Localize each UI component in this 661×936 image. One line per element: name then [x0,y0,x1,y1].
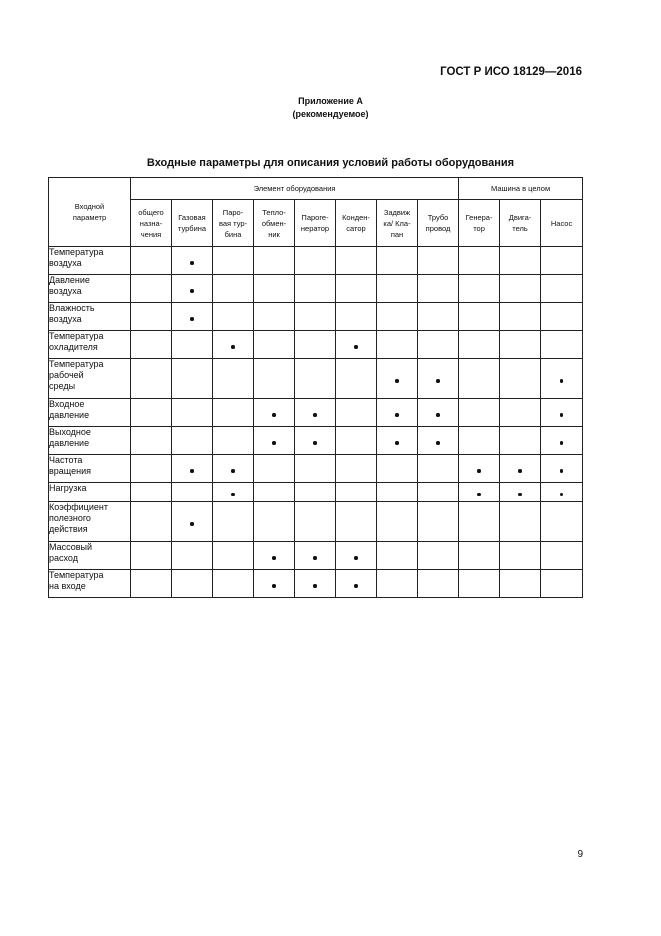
table-cell [172,359,213,399]
table-cell [213,331,254,359]
column-header-line: провод [425,224,451,233]
table-row [49,483,583,502]
table-cell [213,502,254,542]
bullet-mark-icon [313,556,317,560]
column-header-9 [500,200,541,247]
table-cell [172,542,213,570]
table-cell [295,399,336,427]
bullet-mark-icon [272,413,276,417]
param-label [49,483,131,502]
column-header-line: Паро- [222,207,244,217]
bullet-mark-icon [560,413,564,417]
table-cell [459,399,500,427]
bullet-mark-icon [354,584,358,588]
table-cell [500,399,541,427]
column-header-line: тор [473,224,485,233]
param-label-line: полезного [49,513,91,523]
table-cell [377,275,418,303]
column-header-line: чения [140,229,162,239]
param-header-text: Входной параметр [72,202,107,222]
table-cell [377,455,418,483]
param-label-line: среды [49,381,76,391]
param-label-line: Выходное [49,427,91,437]
table-cell [541,247,583,275]
param-label-line: Давление [49,275,90,285]
table-cell [377,502,418,542]
param-label [49,399,131,427]
bullet-mark-icon [190,469,194,473]
table-cell [541,359,583,399]
param-label [49,359,131,399]
table-cell [172,427,213,455]
bullet-mark-icon [354,556,358,560]
table-cell [172,455,213,483]
param-label [49,542,131,570]
param-label-line: воздуха [49,286,82,296]
table-cell [459,502,500,542]
bullet-mark-icon [272,556,276,560]
table-cell [213,359,254,399]
table-cell [295,427,336,455]
param-label [49,502,131,542]
table-cell [377,427,418,455]
group-machine-header: Машина в целом [459,178,583,200]
bullet-mark-icon [560,469,564,473]
table-cell [459,542,500,570]
parameters-table [48,177,583,598]
bullet-mark-icon [272,584,276,588]
table-cell [541,399,583,427]
param-label-line: действия [49,524,88,534]
column-header-line: Насос [550,218,573,228]
column-header-line: обмен- [261,218,287,228]
column-header-line: турбина [177,224,207,233]
table-cell [131,247,172,275]
table-row [49,399,583,427]
table-cell [377,247,418,275]
table-cell [418,275,459,303]
table-cell [500,483,541,502]
table-cell [377,303,418,331]
param-label-line: Коэффициент [49,502,108,512]
table-cell [377,399,418,427]
table-cell [541,483,583,502]
table-cell [418,570,459,598]
column-header-line: тель [512,224,528,233]
table-row [49,455,583,483]
table-cell [377,483,418,502]
column-header-line: ник [268,229,280,239]
table-cell [254,331,295,359]
table-cell [131,455,172,483]
table-cell [336,399,377,427]
bullet-mark-icon [231,493,235,497]
table-cell [418,247,459,275]
param-label-line: Температура [49,570,104,580]
table-cell [500,502,541,542]
table-cell [295,483,336,502]
table-cell [213,399,254,427]
param-label-line: Нагрузка [49,483,87,493]
table-cell [295,275,336,303]
table-cell [254,455,295,483]
param-label-line: Массовый [49,542,92,552]
table-cell [459,275,500,303]
param-label [49,275,131,303]
column-header-line: Двига- [508,213,532,222]
bullet-mark-icon [395,413,399,417]
param-label [49,570,131,598]
param-label-line: Температура [49,359,104,369]
column-header-line: общего [138,207,164,217]
table-cell [459,303,500,331]
table-cell [336,570,377,598]
table-cell [213,275,254,303]
bullet-mark-icon [436,413,440,417]
param-label-line: рабочей [49,370,84,380]
table-cell [213,247,254,275]
param-label [49,455,131,483]
bullet-mark-icon [272,441,276,445]
table-cell [336,247,377,275]
table-row [49,331,583,359]
table-cell [377,570,418,598]
table-cell [541,427,583,455]
column-header-line: Генера- [465,213,493,222]
table-cell [254,303,295,331]
param-label-line: на входе [49,581,86,591]
table-cell [254,247,295,275]
table-cell [459,359,500,399]
param-label-line: Входное [49,399,85,409]
table-cell [459,455,500,483]
bullet-mark-icon [354,345,358,349]
table-cell [377,331,418,359]
table-cell [418,483,459,502]
bullet-mark-icon [231,345,235,349]
table-cell [295,331,336,359]
table-cell [254,570,295,598]
column-header-line: сатор [346,224,366,233]
table-cell [541,455,583,483]
table-cell [336,359,377,399]
column-header-line: Пароге- [301,213,329,222]
column-header-line: пан [390,229,404,239]
table-cell [131,399,172,427]
table-cell [541,502,583,542]
bullet-mark-icon [477,493,481,497]
column-header-line: назна- [139,218,163,228]
page-number: 9 [577,849,583,860]
table-cell [254,427,295,455]
table-row [49,359,583,399]
table-cell [172,303,213,331]
table-title: Входные параметры для описания условий работы оборудования [146,157,515,169]
param-label [49,303,131,331]
table-row [49,275,583,303]
table-cell [131,427,172,455]
table-cell [172,275,213,303]
column-header-2 [213,200,254,247]
table-row [49,570,583,598]
table-cell [172,502,213,542]
column-header-5 [336,200,377,247]
table-cell [295,359,336,399]
table-cell [336,455,377,483]
bullet-mark-icon [190,289,194,293]
table-cell [459,570,500,598]
appendix-subtitle: (рекомендуемое) [292,109,369,119]
table-cell [295,455,336,483]
param-label-line: Температура [49,247,104,257]
table-cell [131,359,172,399]
table-cell [131,331,172,359]
group-element-header: Элемент оборудования [131,178,459,200]
table-cell [541,542,583,570]
table-cell [172,399,213,427]
table-cell [541,331,583,359]
table-cell [213,303,254,331]
table-cell [418,303,459,331]
table-cell [500,427,541,455]
param-label-line: Частота [49,455,83,465]
table-cell [213,483,254,502]
param-label-line: расход [49,553,78,563]
column-header-line: Тепло- [262,207,286,217]
table-cell [377,542,418,570]
param-label-line: давление [49,438,90,448]
table-cell [418,542,459,570]
bullet-mark-icon [313,413,317,417]
bullet-mark-icon [190,261,194,265]
table-cell [500,275,541,303]
table-cell [541,570,583,598]
table-cell [131,483,172,502]
table-cell [418,427,459,455]
table-cell [500,359,541,399]
table-cell [131,570,172,598]
table-cell [172,331,213,359]
table-cell [377,359,418,399]
column-header-line: Трубо [427,213,449,222]
table-cell [336,275,377,303]
table-cell [541,275,583,303]
table-cell [336,303,377,331]
param-label-line: охладителя [49,342,98,352]
table-cell [418,359,459,399]
table-cell [295,247,336,275]
column-header-line: Задвиж [383,207,411,217]
column-header-4 [295,200,336,247]
table-cell [418,331,459,359]
table-cell [213,427,254,455]
table-row [49,427,583,455]
bullet-mark-icon [477,469,481,473]
column-header-1 [172,200,213,247]
bullet-mark-icon [436,441,440,445]
table-cell [172,570,213,598]
bullet-mark-icon [395,441,399,445]
table-cell [295,570,336,598]
param-label-line: вращения [49,466,91,476]
bullet-mark-icon [560,379,564,383]
table-cell [213,570,254,598]
bullet-mark-icon [395,379,399,383]
table-cell [131,502,172,542]
table-cell [131,542,172,570]
column-header-line: Газовая [178,213,206,222]
table-cell [418,399,459,427]
table-cell [418,502,459,542]
table-cell [336,483,377,502]
table-cell [459,483,500,502]
table-cell [254,359,295,399]
table-cell [254,502,295,542]
column-header-line: бина [224,229,242,239]
table-cell [295,502,336,542]
param-label [49,247,131,275]
bullet-mark-icon [313,441,317,445]
bullet-mark-icon [518,493,522,497]
table-cell [500,455,541,483]
column-header-0 [131,200,172,247]
column-header-line: Конден- [342,213,370,222]
column-header-6 [377,200,418,247]
column-header-7 [418,200,459,247]
column-header-8 [459,200,500,247]
param-label-line: давление [49,410,90,420]
table-cell [295,303,336,331]
param-label [49,331,131,359]
table-cell [500,247,541,275]
param-label-line: воздуха [49,314,82,324]
column-header-line: ка/ Кла- [383,218,411,228]
table-row [49,303,583,331]
param-label-line: воздуха [49,258,82,268]
table-cell [336,427,377,455]
table-cell [336,331,377,359]
table-cell [459,331,500,359]
table-row [49,542,583,570]
table-cell [254,542,295,570]
table-cell [459,247,500,275]
param-label-line: Влажность [49,303,95,313]
column-header-line: нератор [300,224,330,233]
column-header-10 [541,200,583,247]
table-cell [500,331,541,359]
table-cell [500,542,541,570]
table-cell [295,542,336,570]
table-cell [213,455,254,483]
bullet-mark-icon [560,493,564,497]
table-cell [541,303,583,331]
bullet-mark-icon [436,379,440,383]
table-cell [418,455,459,483]
standard-header: ГОСТ Р ИСО 18129—2016 [440,66,582,78]
table-cell [336,542,377,570]
table-cell [500,570,541,598]
table-cell [131,303,172,331]
table-cell [500,303,541,331]
table-cell [172,247,213,275]
bullet-mark-icon [518,469,522,473]
appendix-title: Приложение А [298,96,363,106]
bullet-mark-icon [190,317,194,321]
table-cell [254,275,295,303]
column-header-3 [254,200,295,247]
table-cell [254,483,295,502]
table-cell [213,542,254,570]
bullet-mark-icon [231,469,235,473]
bullet-mark-icon [190,522,194,526]
bullet-mark-icon [313,584,317,588]
table-cell [459,427,500,455]
param-label-line: Температура [49,331,104,341]
table-cell [131,275,172,303]
table-cell [336,502,377,542]
table-cell [254,399,295,427]
table-row [49,502,583,542]
column-header-line: вая тур- [218,218,248,228]
param-label [49,427,131,455]
table-row [49,247,583,275]
param-header [49,178,131,247]
table-cell [172,483,213,502]
bullet-mark-icon [560,441,564,445]
